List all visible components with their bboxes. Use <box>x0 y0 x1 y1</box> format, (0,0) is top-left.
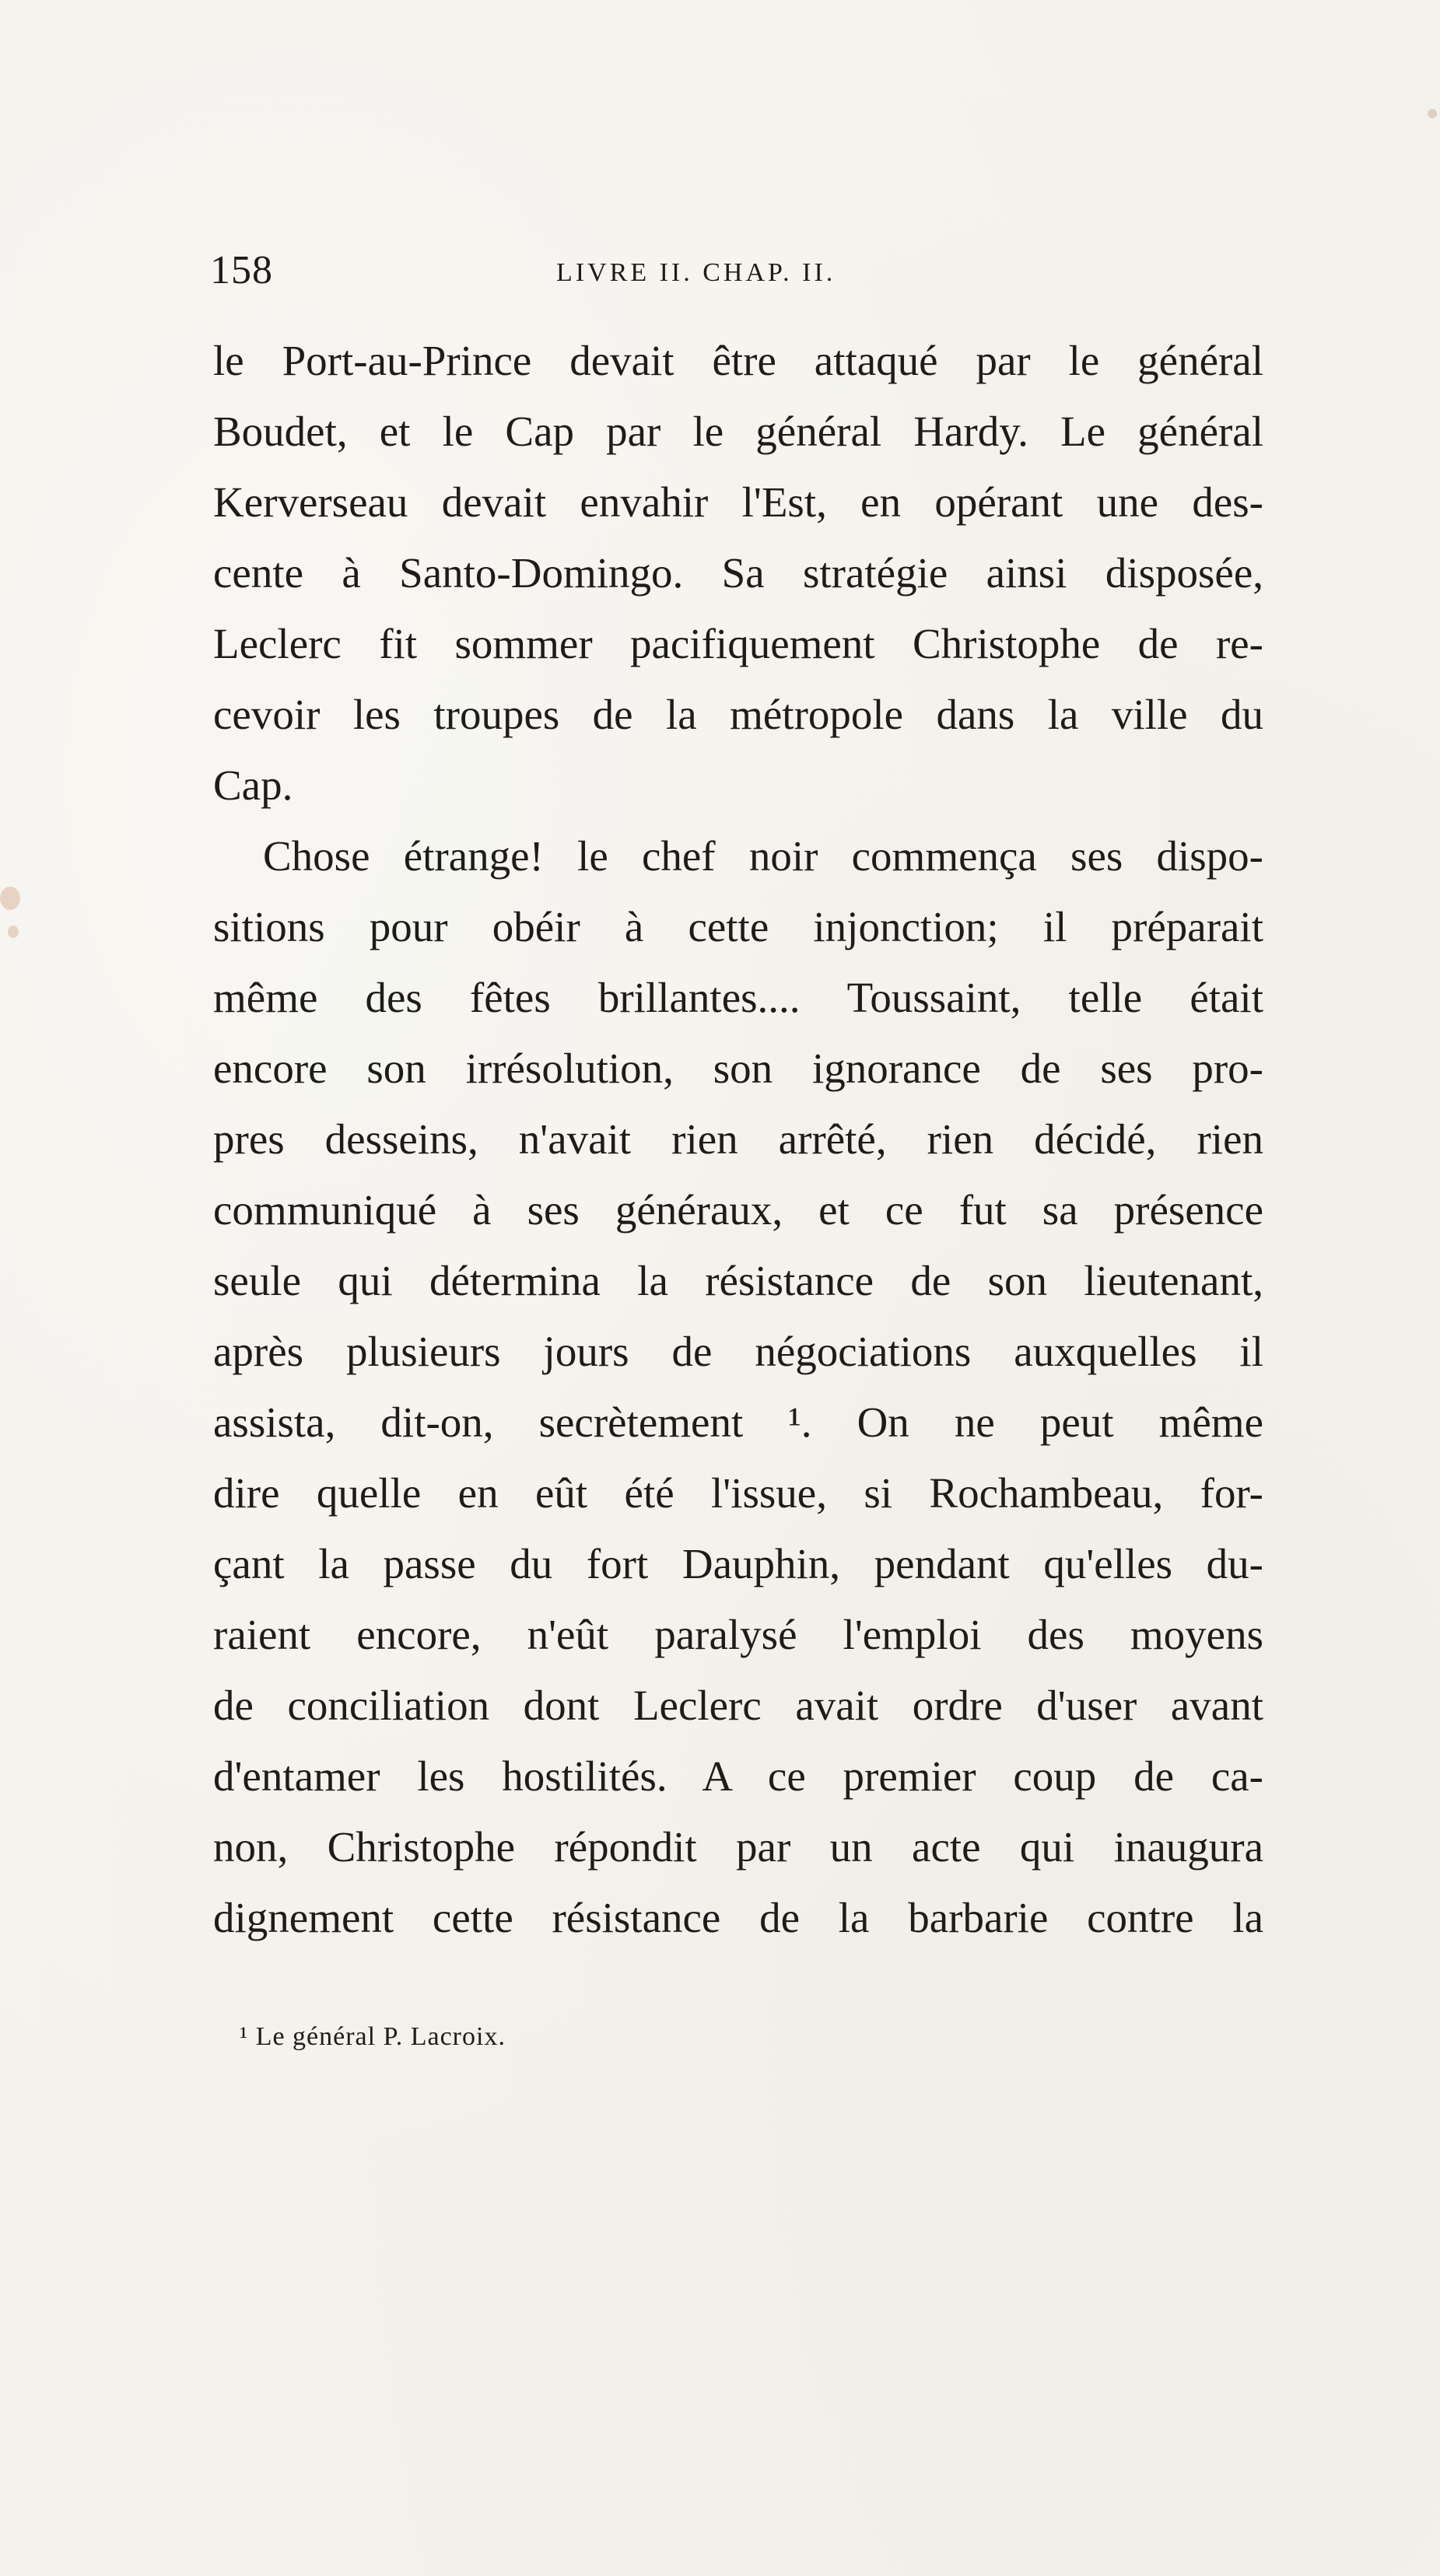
text-line: de conciliation dont Leclerc avait ordre d'user avant <box>213 1682 1263 1729</box>
text-line: sitions pour obéir à cette injonction; il préparait <box>213 903 1263 950</box>
text-line: dignement cette résistance de la barbarie contre la <box>213 1894 1263 1941</box>
text-line: d'entamer les hostilités. A ce premier coup de ca- <box>213 1752 1263 1800</box>
page-number: 158 <box>210 248 273 292</box>
page-header <box>210 247 1268 294</box>
text-line: assista, dit-on, secrètement ¹. On ne peut même <box>213 1398 1263 1446</box>
text-line: communiqué à ses généraux, et ce fut sa présence <box>213 1186 1263 1234</box>
text-line: même des fêtes brillantes.... Toussaint, telle était <box>213 974 1263 1021</box>
paper-stain <box>1428 109 1437 118</box>
text-line: çant la passe du fort Dauphin, pendant qu'elles du- <box>213 1540 1263 1587</box>
text-line: cevoir les troupes de la métropole dans la ville du <box>213 691 1263 738</box>
paper-stain <box>0 887 20 910</box>
text-line: seule qui détermina la résistance de son lieutenant, <box>213 1257 1263 1304</box>
text-line: raient encore, n'eût paralysé l'emploi des moyens <box>213 1611 1263 1658</box>
text-line: cente à Santo-Domingo. Sa stratégie ainsi disposée, <box>213 549 1263 597</box>
text-line: non, Christophe répondit par un acte qui inaugura <box>213 1823 1263 1871</box>
text-line: Leclerc fit sommer pacifiquement Christophe de re- <box>213 620 1263 667</box>
text-line: le Port-au-Prince devait être attaqué par le général <box>213 337 1263 384</box>
text-line: encore son irrésolution, son ignorance de ses pro- <box>213 1045 1263 1092</box>
paper-stain <box>8 926 19 938</box>
body-text <box>213 325 1263 1953</box>
footnote: ¹ Le général P. Lacroix. <box>240 2022 506 2051</box>
text-line: pres desseins, n'avait rien arrêté, rien décidé, rien <box>213 1115 1263 1163</box>
text-line: Boudet, et le Cap par le général Hardy. Le général <box>213 408 1263 455</box>
text-line: dire quelle en eût été l'issue, si Rochambeau, for- <box>213 1469 1263 1517</box>
text-line: après plusieurs jours de négociations auxquelles il <box>213 1328 1263 1375</box>
text-line: Chose étrange! le chef noir commença ses dispo- <box>263 832 1263 880</box>
running-head: LIVRE II. CHAP. II. <box>556 258 836 287</box>
text-line: Kerverseau devait envahir l'Est, en opérant une des- <box>213 478 1263 526</box>
text-line: Cap. <box>213 761 293 809</box>
